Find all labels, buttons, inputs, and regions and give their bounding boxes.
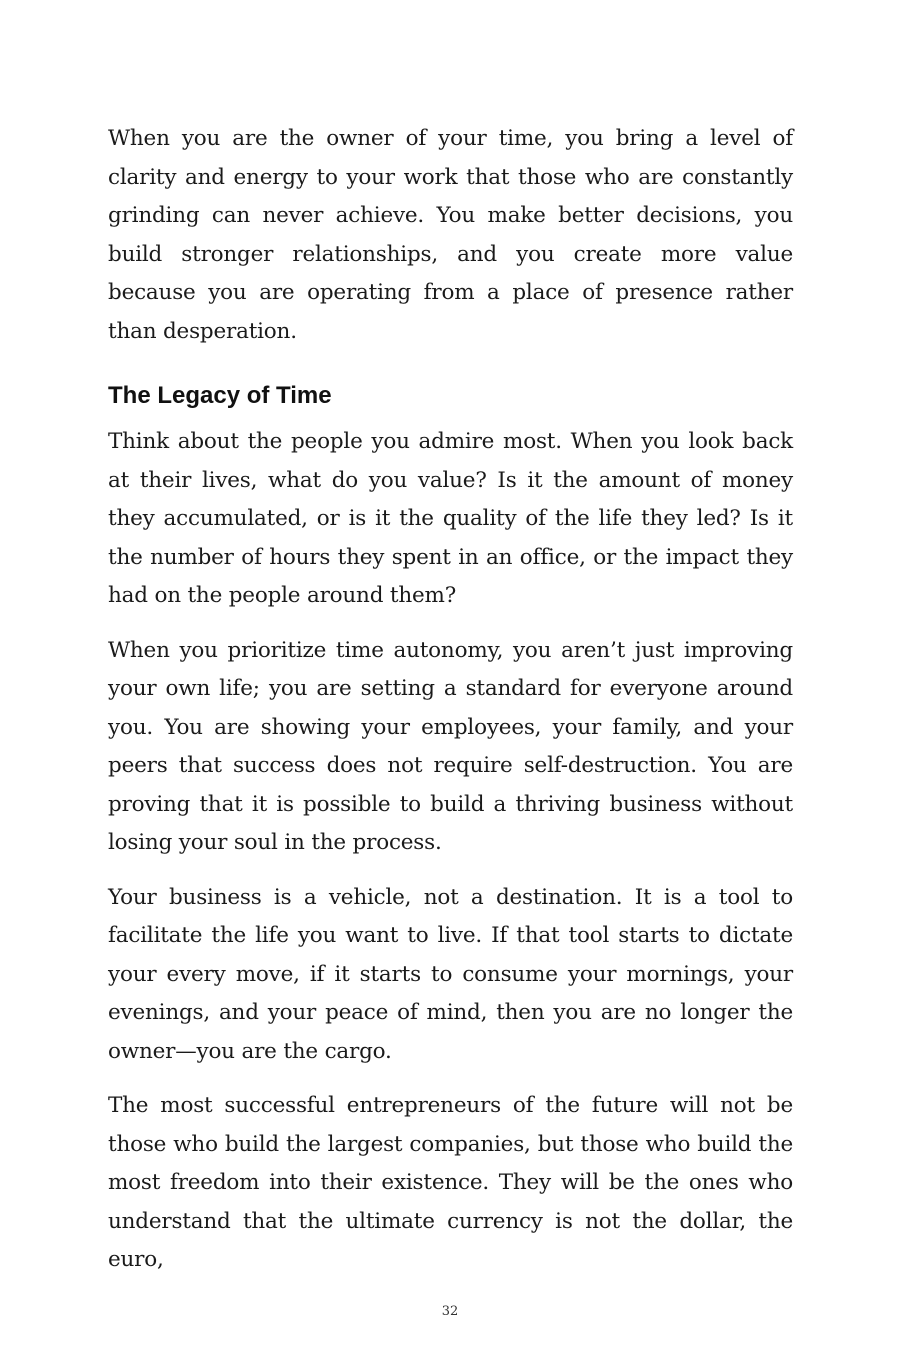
paragraph-owner-of-time: When you are the owner of your time, you bring a level of clarity and energy to your work that those who are constantly grinding can never achieve. You make better decisions, you build stronger relationships, and you create more value because you are operating from a place of presence rather than desperation. bbox=[108, 126, 793, 344]
paragraph-time-autonomy: When you prioritize time autonomy, you aren’t just improving your own life; you are setting a standard for everyone around you. You are showing your employees, your family, and your peers that success does not require self-destruction. You are proving that it is possible to build a thriving business without losing your soul in the process. bbox=[108, 637, 793, 855]
page-body bbox=[108, 120, 793, 1296]
paragraph-people-you-admire: Think about the people you admire most. When you look back at their lives, what do you value? Is it the amount of money they accumulated, or is it the quality of the life they led? Is it the number of hours they spent in an office, or the impact they had on the people around them? bbox=[108, 429, 793, 608]
paragraph-successful-entrepreneurs: The most successful entrepreneurs of the future will not be those who build the largest companies, but those who build the most freedom into their existence. They will be the ones who understand that the ultimate currency is not the dollar, the euro, bbox=[108, 1093, 793, 1272]
section-heading: The Legacy of Time bbox=[108, 382, 332, 409]
paragraph-business-vehicle: Your business is a vehicle, not a destination. It is a tool to facilitate the life you want to live. If that tool starts to dictate your every move, if it starts to consume your mornings, your evenings, and your peace of mind, then you are no longer the owner—you are the cargo. bbox=[108, 884, 793, 1064]
page-number: 32 bbox=[441, 1304, 459, 1319]
